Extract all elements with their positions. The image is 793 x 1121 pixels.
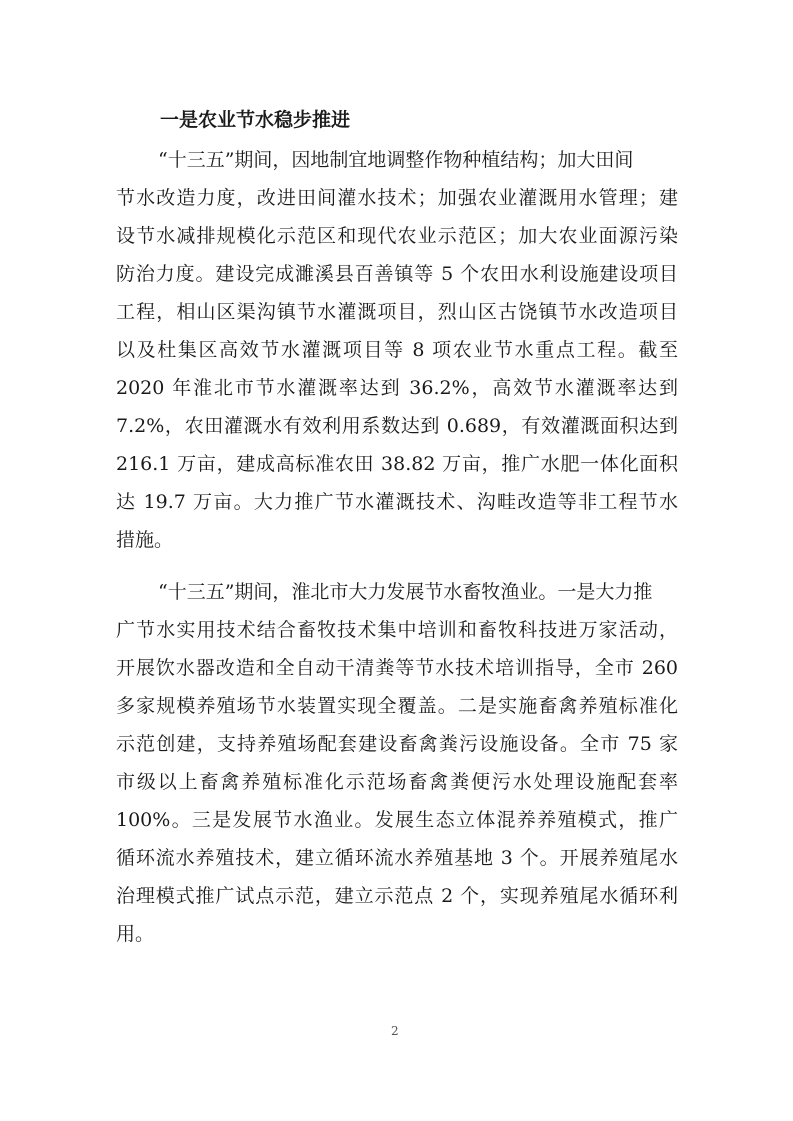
paragraph-line: 市级以上畜禽养殖标准化示范场畜禽粪便污水处理设施配套率: [116, 771, 678, 793]
paragraph-line: 治理模式推广试点示范，建立示范点 2 个，实现养殖尾水循环利: [116, 885, 678, 907]
paragraph-line: 循环流水养殖技术，建立循环流水养殖基地 3 个。开展养殖尾水: [116, 847, 678, 869]
paragraph-line: 设节水减排规模化示范区和现代农业示范区；加大农业面源污染: [116, 225, 678, 247]
paragraph-line: 100%。三是发展节水渔业。发展生态立体混养养殖模式，推广: [116, 809, 678, 831]
paragraph-line: 达 19.7 万亩。大力推广节水灌溉技术、沟畦改造等非工程节水: [116, 491, 678, 513]
paragraph-line: 多家规模养殖场节水装置实现全覆盖。二是实施畜禽养殖标准化: [116, 695, 678, 717]
paragraph-line: 2020 年淮北市节水灌溉率达到 36.2%，高效节水灌溉率达到: [116, 377, 678, 399]
paragraph-line: 措施。: [116, 529, 174, 551]
paragraph-line: 以及杜集区高效节水灌溉项目等 8 项农业节水重点工程。截至: [116, 339, 678, 361]
paragraph-line: 防治力度。建设完成濉溪县百善镇等 5 个农田水利设施建设项目: [116, 263, 678, 285]
section-heading: 一是农业节水稳步推进: [160, 109, 351, 131]
paragraph-line: 节水改造力度，改进田间灌水技术；加强农业灌溉用水管理；建: [116, 187, 678, 209]
paragraph-line: 工程，相山区渠沟镇节水灌溉项目，烈山区古饶镇节水改造项目: [116, 301, 678, 323]
paragraph-line: 216.1 万亩，建成高标准农田 38.82 万亩，推广水肥一体化面积: [116, 453, 678, 475]
paragraph-line: “十三五”期间，因地制宜地调整作物种植结构；加大田间: [158, 149, 634, 171]
page-number: 2: [391, 1024, 399, 1038]
paragraph-line: 开展饮水器改造和全自动干清粪等节水技术培训指导，全市 260: [116, 657, 678, 679]
paragraph-line: 7.2%，农田灌溉水有效利用系数达到 0.689，有效灌溉面积达到: [116, 415, 678, 437]
paragraph-line: 广节水实用技术结合畜牧技术集中培训和畜牧科技进万家活动，: [116, 619, 678, 641]
paragraph-line: “十三五”期间，淮北市大力发展节水畜牧渔业。一是大力推: [158, 581, 653, 603]
paragraph-line: 示范创建，支持养殖场配套建设畜禽粪污设施设备。全市 75 家: [116, 733, 678, 755]
paragraph-line: 用。: [116, 923, 155, 945]
